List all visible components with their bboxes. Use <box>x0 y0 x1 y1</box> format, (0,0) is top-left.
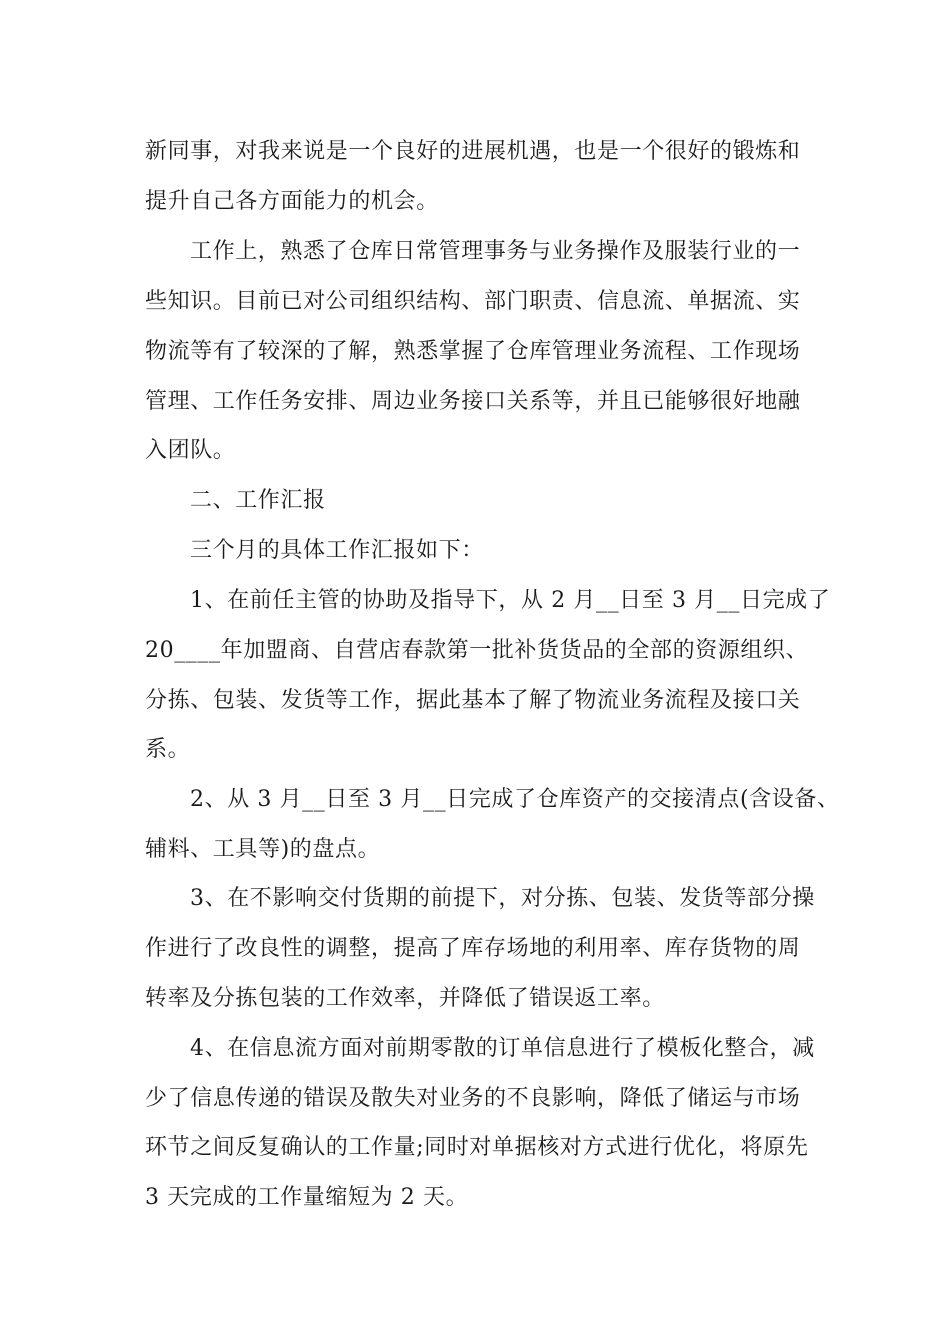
list-item-3-line: 3、在不影响交付货期的前提下，对分拣、包装、发货等部分操 <box>190 886 815 911</box>
text-line: 辅料、工具等)的盘点。 <box>145 837 381 862</box>
text-line: 环节之间反复确认的工作量;同时对单据核对方式进行优化，将原先 <box>145 1135 809 1160</box>
text-line: 作进行了改良性的调整，提高了库存场地的利用率、库存货物的周 <box>145 936 801 961</box>
paragraph-start-line: 工作上，熟悉了仓库日常管理事务与业务操作及服装行业的一 <box>190 239 801 264</box>
text-line: 分拣、包装、发货等工作，据此基本了解了物流业务流程及接口关 <box>145 688 801 713</box>
paragraph-start-line: 三个月的具体工作汇报如下： <box>190 538 484 563</box>
text-line: 入团队。 <box>145 438 236 463</box>
text-line: 新同事，对我来说是一个良好的进展机遇，也是一个很好的锻炼和 <box>145 139 801 164</box>
list-item-1-line: 1、在前任主管的协助及指导下，从 2 月__日至 3 月__日完成了 <box>190 588 831 613</box>
text-line: 些知识。目前已对公司组织结构、部门职责、信息流、单据流、实 <box>145 289 801 314</box>
text-line: 管理、工作任务安排、周边业务接口关系等，并且已能够很好地融 <box>145 389 801 414</box>
list-item-2-line: 2、从 3 月__日至 3 月__日完成了仓库资产的交接清点(含设备、 <box>190 787 840 812</box>
text-line: 转率及分拣包装的工作效率，并降低了错误返工率。 <box>145 986 665 1011</box>
text-line: 3 天完成的工作量缩短为 2 天。 <box>145 1185 469 1210</box>
section-heading: 二、工作汇报 <box>190 488 326 513</box>
text-line: 提升自己各方面能力的机会。 <box>145 189 439 214</box>
text-line: 20____年加盟商、自营店春款第一批补货货品的全部的资源组织、 <box>145 638 809 663</box>
text-line: 系。 <box>145 737 191 762</box>
list-item-4-line: 4、在信息流方面对前期零散的订单信息进行了模板化整合，减 <box>190 1036 815 1061</box>
text-line: 少了信息传递的错误及散失对业务的不良影响，降低了储运与市场 <box>145 1086 801 1111</box>
text-line: 物流等有了较深的了解，熟悉掌握了仓库管理业务流程、工作现场 <box>145 339 801 364</box>
